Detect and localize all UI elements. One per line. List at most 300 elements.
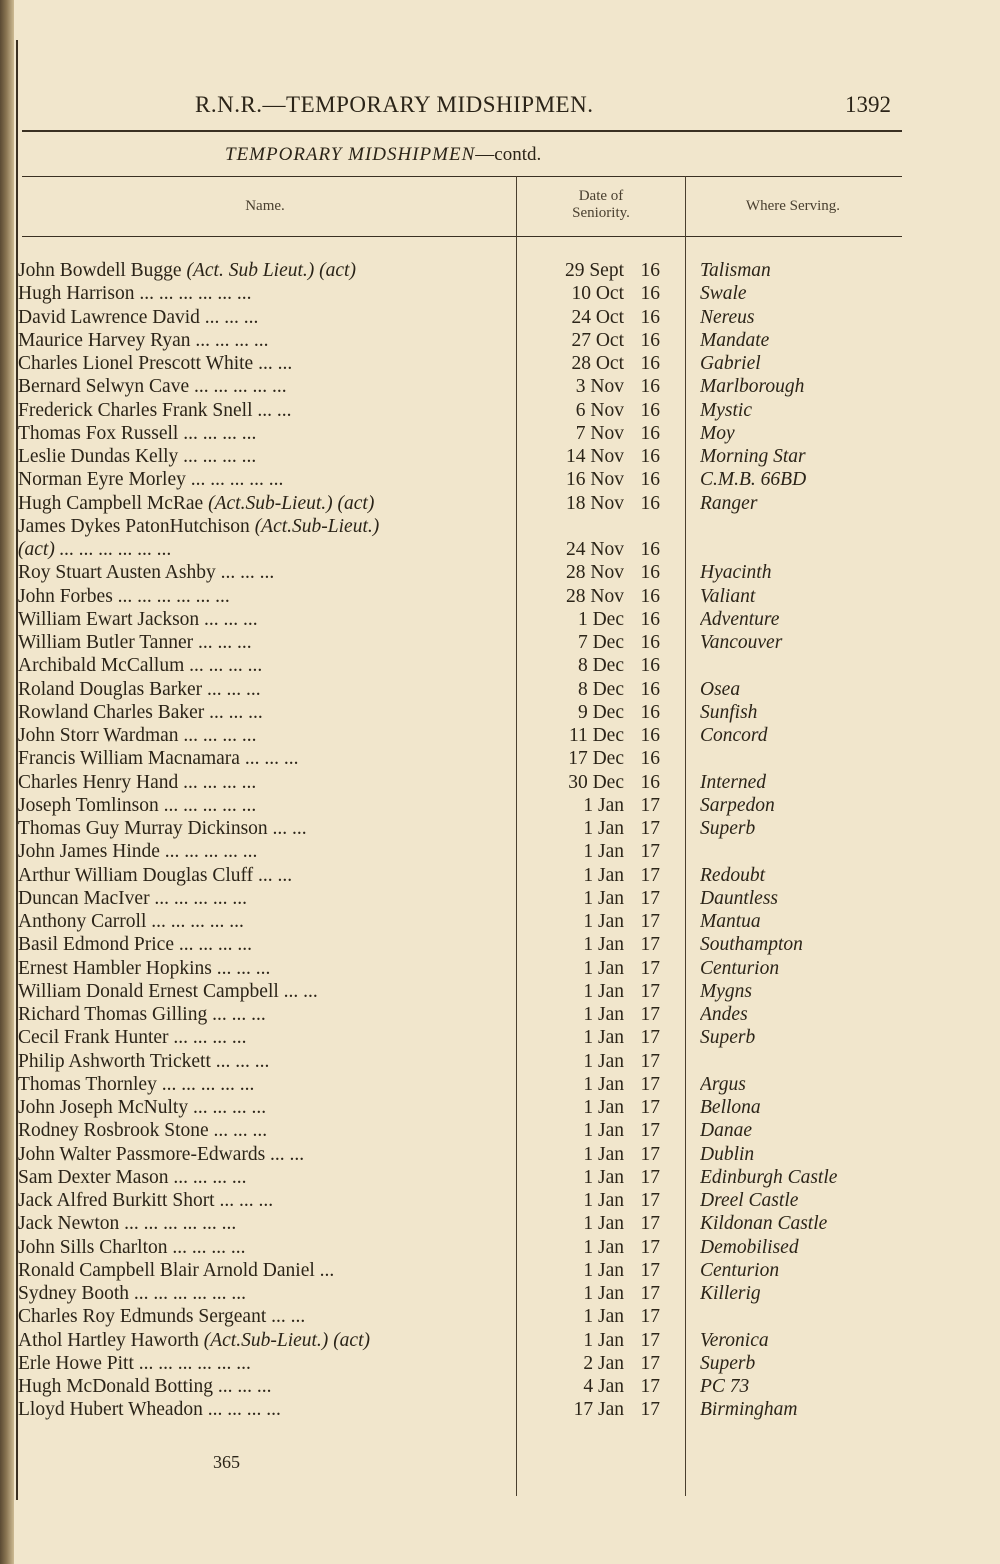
seniority-date [520,771,662,794]
table-row [0,678,1000,701]
where-serving: Veronica [700,1329,769,1351]
table-row [0,887,1000,910]
seniority-year: 17 [640,1259,660,1281]
officer-name [18,492,488,515]
table-row [0,1096,1000,1119]
acting-rank: (Act.Sub-Lieut.) [254,515,380,537]
officer-name-text: Charles Henry Hand ... ... ... ... [18,771,257,793]
officer-name [18,1073,488,1096]
act-note: (act) ... ... ... ... ... ... [18,539,172,560]
seniority-day-month: 18 Nov [566,492,624,514]
act-note: (act) [333,1329,370,1351]
officer-name-text: Leslie Dundas Kelly ... ... ... ... [18,446,257,467]
officer-name [18,259,488,282]
seniority-date [520,1026,662,1049]
seniority-date [520,1166,662,1189]
seniority-day-month: 1 Dec [577,608,624,630]
table-row [0,1375,1000,1398]
table-row [0,654,1000,677]
officer-name-text: Roland Douglas Barker ... ... ... [18,678,261,700]
seniority-day-month: 27 Oct [571,329,624,351]
seniority-day-month: 8 Dec [577,655,624,677]
table-row [0,1189,1000,1212]
table-row [0,1398,1000,1421]
officer-name-text: Archibald McCallum ... ... ... ... [18,655,263,677]
officer-name-text: John Walter Passmore-Edwards ... ... [18,1143,305,1165]
seniority-day-month: 17 Dec [568,748,624,770]
table-row [0,980,1000,1003]
seniority-date [520,1352,662,1375]
column-header-name: Name. [245,198,285,214]
table-row [0,747,1000,770]
officer-name [18,1003,488,1026]
seniority-day-month: 1 Jan [583,980,624,1002]
column-header-date [520,188,682,222]
officer-name-text: Arthur William Douglas Cluff ... ... [18,864,293,886]
officer-name [18,1096,488,1119]
seniority-date [520,422,662,445]
officer-name [18,561,488,584]
officer-name-text: Hugh Harrison ... ... ... ... ... ... [18,283,252,305]
seniority-year: 16 [640,329,660,351]
table-row [0,585,1000,608]
officer-name-text: William Donald Ernest Campbell ... ... [18,980,318,1002]
seniority-day-month: 7 Dec [577,632,624,653]
seniority-date [520,1189,662,1212]
officer-name-text: Rowland Charles Baker ... ... ... [18,701,263,723]
seniority-year: 17 [640,1399,660,1421]
act-note: (act) [319,260,356,281]
where-serving: Superb [700,1027,756,1049]
officer-name [18,1143,488,1166]
table-row [0,840,1000,863]
seniority-date [520,468,662,491]
seniority-year: 17 [640,1073,660,1095]
seniority-date [520,1050,662,1073]
seniority-year: 16 [640,539,660,560]
table-row [0,329,1000,352]
seniority-date [520,794,662,817]
seniority-year: 17 [640,794,660,816]
where-serving: Killerig [700,1283,761,1304]
column-header-rule [22,236,902,237]
seniority-date [520,1119,662,1142]
seniority-day-month: 1 Jan [583,841,624,863]
where-serving: C.M.B. 66BD [700,469,807,491]
officer-name-text: Sydney Booth ... ... ... ... ... ... [18,1283,247,1304]
table-row [0,957,1000,980]
officer-name-text: Hugh McDonald Botting ... ... ... [18,1376,272,1397]
table-row [0,1305,1000,1328]
table-row [0,771,1000,794]
officer-name-text: Sam Dexter Mason ... ... ... ... [18,1166,247,1188]
seniority-date [520,445,662,468]
table-row [0,538,1000,561]
section-subtitle [225,144,541,166]
table-row [0,282,1000,305]
where-serving: Morning Star [700,446,806,467]
officer-name-text: Hugh Campbell McRae [18,492,204,514]
seniority-day-month: 24 Nov [566,539,624,560]
seniority-date [520,654,662,677]
seniority-day-month: 1 Jan [583,1004,624,1025]
table-row [0,375,1000,398]
officer-name-text: John Sills Charlton ... ... ... ... [18,1236,246,1258]
seniority-day-month: 7 Nov [575,422,624,444]
seniority-year: 17 [640,980,660,1002]
where-serving: Danae [700,1120,752,1142]
seniority-year: 17 [640,1213,660,1235]
where-serving: Superb [700,818,756,839]
seniority-day-month: 1 Jan [583,1143,624,1165]
officer-name [18,631,488,654]
officer-name-text: Erle Howe Pitt ... ... ... ... ... ... [18,1352,251,1374]
where-serving: Demobilised [700,1236,799,1258]
seniority-year: 17 [640,1120,660,1142]
seniority-year: 17 [640,957,660,979]
where-serving: Superb [700,1352,756,1374]
where-serving: Mygns [700,980,752,1002]
seniority-day-month: 1 Jan [583,794,624,816]
seniority-date [520,933,662,956]
seniority-day-month: 1 Jan [583,887,624,909]
seniority-day-month: 24 Oct [571,306,624,328]
seniority-year: 16 [640,655,660,677]
where-serving: Edinburgh Castle [700,1166,838,1188]
officer-name [18,724,488,747]
seniority-date [520,747,662,770]
seniority-year: 17 [640,1306,660,1328]
officer-name-text: William Butler Tanner ... ... ... [18,632,252,653]
officer-name [18,1212,488,1235]
table-row [0,492,1000,515]
seniority-year: 17 [640,1166,660,1188]
officer-name-text: Basil Edmond Price ... ... ... ... [18,934,252,956]
seniority-date [520,817,662,840]
officer-name [18,957,488,980]
officer-name [18,864,488,887]
seniority-year: 17 [640,1004,660,1025]
seniority-year: 16 [640,492,660,514]
seniority-day-month: 1 Jan [583,818,624,839]
seniority-day-month: 1 Jan [583,864,624,886]
officer-name-text: Lloyd Hubert Wheadon ... ... ... ... [18,1399,281,1421]
officer-name [18,817,488,840]
seniority-year: 16 [640,283,660,305]
seniority-day-month: 1 Jan [583,934,624,956]
seniority-day-month: 14 Nov [566,446,624,467]
table-row [0,1259,1000,1282]
seniority-day-month: 28 Nov [566,585,624,607]
seniority-day-month: 1 Jan [583,1259,624,1281]
seniority-day-month: 3 Nov [575,376,624,398]
seniority-day-month: 1 Jan [583,1050,624,1072]
table-row [0,1236,1000,1259]
seniority-year: 17 [640,1190,660,1211]
seniority-day-month: 10 Oct [571,283,624,305]
table-row [0,794,1000,817]
page-number: 1392 [845,92,891,117]
officer-name-text: Roy Stuart Austen Ashby ... ... ... [18,562,275,584]
officer-name [18,747,488,770]
officer-name [18,1329,488,1352]
seniority-day-month: 1 Jan [583,1306,624,1328]
where-serving: Mantua [700,911,761,932]
table-row [0,259,1000,282]
where-serving: Dauntless [700,887,778,909]
seniority-day-month: 28 Oct [571,353,624,374]
seniority-year: 17 [640,1376,660,1397]
seniority-date [520,1236,662,1259]
officer-name-text: Thomas Fox Russell ... ... ... ... [18,422,257,444]
seniority-year: 17 [640,1236,660,1258]
where-serving: Swale [700,283,747,305]
officer-name-text: Philip Ashworth Trickett ... ... ... [18,1050,270,1072]
seniority-day-month: 4 Jan [583,1376,624,1397]
seniority-day-month: 11 Dec [568,725,624,746]
column-header-date-line2: Seniority. [572,205,630,221]
seniority-year: 17 [640,911,660,932]
seniority-day-month: 9 Dec [577,701,624,723]
officer-name [18,329,488,352]
where-serving: Concord [700,725,768,746]
where-serving: Vancouver [700,632,783,653]
where-serving: PC 73 [700,1376,750,1397]
seniority-year: 16 [640,725,660,746]
seniority-year: 17 [640,1143,660,1165]
seniority-day-month: 1 Jan [583,1190,624,1211]
table-row [0,399,1000,422]
table-row [0,445,1000,468]
where-serving: Kildonan Castle [700,1213,828,1235]
table-row [0,1073,1000,1096]
table-row [0,1050,1000,1073]
seniority-year: 17 [640,887,660,909]
where-serving: Dublin [700,1143,755,1165]
officer-name-text: Maurice Harvey Ryan ... ... ... ... [18,329,269,351]
officer-name-text: Anthony Carroll ... ... ... ... ... [18,911,244,932]
seniority-date [520,306,662,329]
seniority-date [520,1003,662,1026]
seniority-date [520,1073,662,1096]
table-row [0,724,1000,747]
officer-name [18,1259,488,1282]
seniority-date [520,1096,662,1119]
officer-name-text: William Ewart Jackson ... ... ... [18,608,258,630]
seniority-day-month: 1 Jan [583,1283,624,1304]
officer-name [18,1189,488,1212]
seniority-year: 17 [640,1329,660,1351]
seniority-year: 16 [640,260,660,281]
seniority-year: 16 [640,701,660,723]
seniority-year: 16 [640,446,660,467]
officer-name [18,585,488,608]
seniority-day-month: 17 Jan [573,1399,624,1421]
where-serving: Nereus [700,306,755,328]
officer-name-text: Francis William Macnamara ... ... ... [18,748,299,770]
officer-name [18,771,488,794]
table-row [0,561,1000,584]
table-row [0,817,1000,840]
officer-name-text: Rodney Rosbrook Stone ... ... ... [18,1120,268,1142]
where-serving: Bellona [700,1097,761,1118]
officer-name-text: Norman Eyre Morley ... ... ... ... ... [18,469,284,491]
seniority-date [520,538,662,561]
officer-name [18,306,488,329]
officer-name-text: Thomas Guy Murray Dickinson ... ... [18,818,307,839]
officer-name [18,515,488,538]
officer-name-text: John Bowdell Bugge [18,260,182,281]
where-serving: Sunfish [700,701,758,723]
table-row [0,468,1000,491]
where-serving: Hyacinth [700,562,772,584]
officer-name [18,1236,488,1259]
officer-name [18,1166,488,1189]
where-serving: Interned [700,771,767,793]
officer-name [18,654,488,677]
subtitle-italic: TEMPORARY MIDSHIPMEN [225,144,476,165]
seniority-year: 16 [640,306,660,328]
officer-name [18,1026,488,1049]
seniority-year: 16 [640,608,660,630]
table-row [0,1282,1000,1305]
seniority-date [520,701,662,724]
table-row [0,1119,1000,1142]
seniority-date [520,980,662,1003]
table-row [0,608,1000,631]
officer-name [18,538,488,561]
table-row [0,1329,1000,1352]
acting-rank: (Act. Sub Lieut.) [186,260,315,281]
officer-name [18,1305,488,1328]
seniority-year: 17 [640,841,660,863]
officer-name [18,794,488,817]
officer-name [18,933,488,956]
seniority-day-month: 30 Dec [568,771,624,793]
officer-name [18,887,488,910]
officer-name-text: Cecil Frank Hunter ... ... ... ... [18,1027,247,1049]
column-header-where: Where Serving. [745,198,841,214]
officer-name [18,399,488,422]
where-serving: Valiant [700,585,756,607]
where-serving: Mystic [700,399,752,421]
officer-name [18,840,488,863]
seniority-date [520,631,662,654]
seniority-date [520,864,662,887]
acting-rank: (Act.Sub-Lieut.) [203,1329,329,1351]
seniority-year: 17 [640,1352,660,1374]
seniority-year: 16 [640,422,660,444]
seniority-year: 17 [640,1050,660,1072]
where-serving: Southampton [700,934,803,956]
officer-name-text: John Joseph McNulty ... ... ... ... [18,1097,267,1118]
where-serving: Redoubt [700,864,765,886]
officer-name [18,375,488,398]
where-serving: Sarpedon [700,794,775,816]
officer-name [18,468,488,491]
seniority-day-month: 6 Nov [575,399,624,421]
where-serving: Argus [700,1073,746,1095]
seniority-year: 16 [640,771,660,793]
running-title: R.N.R.—TEMPORARY MIDSHIPMEN. [195,92,594,117]
seniority-date [520,1305,662,1328]
seniority-date [520,1398,662,1421]
officer-name-text: John James Hinde ... ... ... ... ... [18,841,258,863]
where-serving: Marlborough [700,376,805,398]
act-note: (act) [337,492,375,514]
where-serving: Andes [700,1004,748,1025]
seniority-date [520,1143,662,1166]
where-serving: Mandate [700,329,770,351]
seniority-year: 16 [640,585,660,607]
officer-name-text: Jack Alfred Burkitt Short ... ... ... [18,1190,274,1211]
table-row [0,1143,1000,1166]
where-serving: Adventure [700,608,780,630]
seniority-date [520,492,662,515]
seniority-day-month: 1 Jan [583,1236,624,1258]
seniority-date [520,910,662,933]
seniority-day-month: 1 Jan [583,957,624,979]
seniority-day-month: 29 Sept [564,260,624,281]
seniority-date [520,1329,662,1352]
seniority-date [520,352,662,375]
table-row [0,933,1000,956]
officer-name-text: Duncan MacIver ... ... ... ... ... [18,887,248,909]
seniority-day-month: 1 Jan [583,911,624,932]
table-row [0,1352,1000,1375]
seniority-date [520,724,662,747]
table-row [0,306,1000,329]
seniority-year: 17 [640,1027,660,1049]
seniority-date [520,678,662,701]
table-row [0,701,1000,724]
seniority-date [520,957,662,980]
where-serving: Centurion [700,1259,780,1281]
officer-name [18,1119,488,1142]
seniority-date [520,282,662,305]
seniority-year: 16 [640,376,660,398]
seniority-day-month: 28 Nov [566,562,624,584]
table-row [0,1003,1000,1026]
seniority-day-month: 16 Nov [566,469,624,491]
officer-name-text: John Forbes ... ... ... ... ... ... [18,585,230,607]
where-serving: Dreel Castle [700,1190,799,1211]
where-serving: Centurion [700,957,780,979]
table-row [0,515,1000,538]
seniority-date [520,1259,662,1282]
seniority-year: 17 [640,1097,660,1118]
officer-name [18,282,488,305]
seniority-date [520,1375,662,1398]
where-serving: Birmingham [700,1399,798,1421]
officer-name-text: Thomas Thornley ... ... ... ... ... [18,1073,255,1095]
seniority-date [520,515,662,538]
folio-number: 365 [213,1452,240,1472]
seniority-date [520,887,662,910]
seniority-date [520,375,662,398]
seniority-day-month: 2 Jan [583,1352,624,1374]
seniority-day-month: 1 Jan [583,1073,624,1095]
subtitle-rule [22,176,902,177]
officer-name [18,352,488,375]
officer-name-text: David Lawrence David ... ... ... [18,306,259,328]
seniority-year: 16 [640,632,660,653]
table-row [0,1026,1000,1049]
table-row [0,910,1000,933]
acting-rank: (Act.Sub-Lieut.) [208,492,333,514]
where-serving: Osea [700,678,741,700]
where-serving: Gabriel [700,353,761,374]
